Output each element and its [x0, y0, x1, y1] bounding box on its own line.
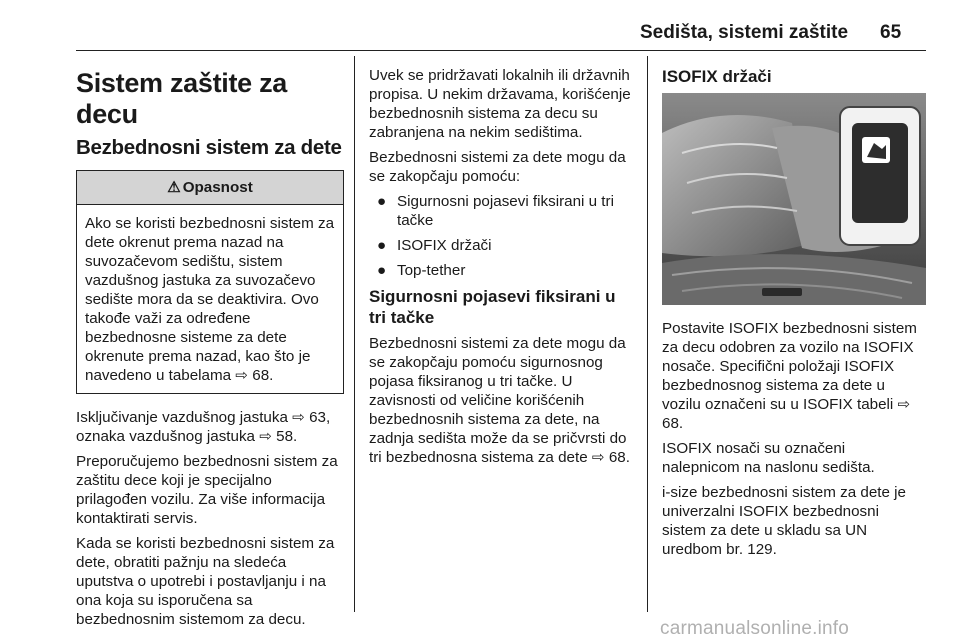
warning-header [77, 171, 343, 205]
paragraph: Postavite ISOFIX bezbednosni sistem za decu odobren za vozilo na ISOFIX nosače. Specifični položaji ISOFIX bezbednosnog sistema za dete u vozilu označeni su u ISOFIX tabeli ⇨ 68. [662, 320, 917, 432]
warning-title: Opasnost [182, 179, 253, 196]
list-item [369, 192, 637, 230]
list-item-text: Sigurnosni pojasevi fiksirani u tri tačke [397, 193, 614, 229]
paragraph: Uvek se pridržavati lokalnih ili državnih propisa. U nekim državama, korišćenje bezbednosnih sistema za decu su zabranjena na nekim sedištima. [369, 67, 631, 141]
warning-triangle-icon: ⚠ [167, 179, 181, 196]
subsection-heading: Sigurnosni pojasevi fiksirani u tri tačke [369, 287, 616, 327]
paragraph: i-size bezbednosni sistem za dete je univerzalni ISOFIX bezbednosni sistem za dete u skladu sa UN uredbom br. 129. [662, 484, 906, 558]
list-item [369, 236, 637, 255]
bullet-icon: ● [377, 237, 387, 254]
column-2 [369, 56, 637, 473]
paragraph: Isključivanje vazdušnog jastuka ⇨ 63, oznaka vazdušnog jastuka ⇨ 58. [76, 409, 331, 445]
bullet-icon: ● [377, 193, 387, 210]
column-3 [662, 56, 926, 565]
list-item-text: ISOFIX držači [397, 237, 492, 254]
watermark: carmanualsonline.info [660, 618, 850, 639]
header-title: Sedišta, sistemi zaštite [640, 22, 849, 43]
paragraph: Bezbednosni sistemi za dete mogu da se zakopčaju pomoću sigurnosnog pojasa fiksiranog u tri tačke. U zavisnosti od veličine korišćenih bezbednosnih sistema za dete, na zadnja sedišta može da se pričvrsti do tri bezbednosna sistema za dete ⇨ 68. [369, 335, 630, 466]
header-divider [76, 50, 926, 51]
page-number: 65 [880, 22, 902, 43]
column-divider-2 [647, 56, 648, 612]
list-item-text: Top-tether [397, 262, 466, 279]
bullet-list [369, 192, 637, 280]
column-1 [76, 56, 344, 635]
subsection-title: Bezbednosni sistem za dete [76, 136, 342, 159]
paragraph: Preporučujemo bezbednosni sistem za zaštitu dece koji je specijalno prilagođen vozilu. Za više informacija kontaktirati servis. [76, 453, 338, 527]
list-item [369, 261, 637, 280]
rear-seat-isofix-photo [662, 93, 926, 305]
warning-box [76, 170, 344, 394]
subsection-heading: ISOFIX držači [662, 67, 772, 86]
paragraph: Bezbednosni sistemi za dete mogu da se zakopčaju pomoću: [369, 149, 626, 185]
section-title: Sistem zaštite za decu [76, 68, 287, 129]
paragraph: Kada se koristi bezbednosni sistem za dete, obratiti pažnju na sledeća uputstva o upotrebi i postavljanju i na ona koja su isporučena sa bezbednosnim sistemom za decu. [76, 535, 335, 628]
bullet-icon: ● [377, 262, 387, 279]
column-divider-1 [354, 56, 355, 612]
warning-body: Ako se koristi bezbednosni sistem za dete okrenut prema nazad na suvozačevom sedištu, sistem vazdušnog jastuka za suvozačevo sedište mora da se deaktivira. Ovo takođe važi za određene bezbednosne sisteme za dete okrenute prema nazad, kao što je navedeno u tabelama ⇨ 68. [85, 215, 335, 384]
paragraph: ISOFIX nosači su označeni nalepnicom na naslonu sedišta. [662, 440, 875, 476]
